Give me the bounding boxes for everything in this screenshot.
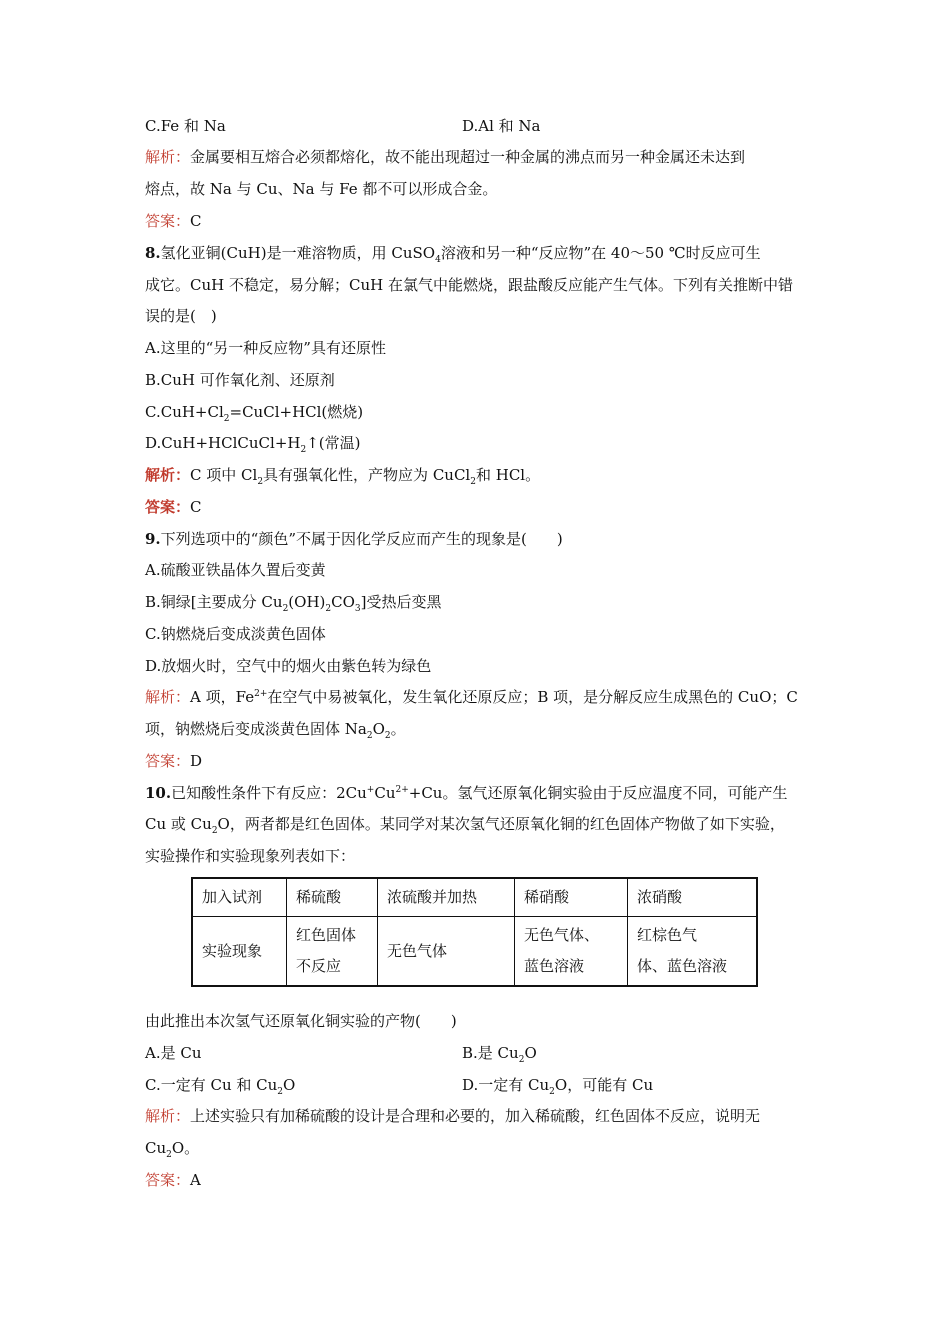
q7-answer: 答案：C: [145, 212, 202, 230]
q7-option-c: C.Fe 和 Na: [145, 117, 226, 135]
q10-stem-line3: 实验操作和实验现象列表如下：: [145, 847, 356, 865]
analysis-label: 解析：: [145, 688, 191, 706]
table-header-cell: 浓硝酸: [628, 878, 758, 917]
table-cell: 无色气体: [378, 917, 515, 987]
analysis-label: 解析：: [145, 466, 191, 484]
q9-stem: 9.下列选项中的“颜色”不属于因化学反应而产生的现象是( ): [145, 530, 563, 548]
table-header-cell: 稀硝酸: [515, 878, 628, 917]
q8-stem-line3: 误的是( ): [145, 307, 217, 325]
table-cell: 无色气体、 蓝色溶液: [515, 917, 628, 987]
q10-option-b: B.是 $Cu_2O$: [462, 1044, 537, 1065]
q8-option-d: $D.CuH+HClCuCl+H_2↑$(常温): [145, 434, 361, 455]
q10-analysis-line1: 解析：上述实验只有加稀硫酸的设计是合理和必要的，加入稀硫酸，红色固体不反应，说明无: [145, 1107, 761, 1125]
analysis-label: 解析：: [145, 148, 191, 166]
table-cell: 红色固体 不反应: [287, 917, 378, 987]
q10-stem-line1: 10.已知酸性条件下有反应：$2Cu^+Cu^{2+}+Cu$。氢气还原氧化铜实验由于反应温度不同，可能产生: [145, 784, 788, 802]
answer-label: 答案：: [145, 498, 191, 516]
q10-option-c: C.一定有 Cu 和 $Cu_2O$: [145, 1076, 296, 1097]
table-header-row: [192, 878, 757, 917]
q10-stem-line2: Cu 或 $Cu_2O$，两者都是红色固体。某同学对某次氢气还原氧化铜的红色固体产物做了如下实验，: [145, 815, 785, 836]
q8-analysis: 解析：C 项中 $Cl_2$具有强氧化性，产物应为 CuCl$_2$和 HCl。: [145, 466, 541, 487]
q9-analysis-line1: 解析：A 项，$Fe^{2+}$在空气中易被氧化，发生氧化还原反应；B 项，是分解反应生成黑色的 CuO；C: [145, 688, 798, 706]
q7-option-d: D.Al 和 Na: [462, 117, 541, 135]
q8-option-c: $C.CuH+Cl_2=CuCl+HCl$(燃烧): [145, 403, 364, 424]
answer-label: 答案：: [145, 1171, 191, 1189]
q7-analysis-line2: 熔点，故 Na 与 Cu、Na 与 Fe 都不可以形成合金。: [145, 180, 498, 198]
q7-analysis-line1: 解析：金属要相互熔合必须都熔化，故不能出现超过一种金属的沸点而另一种金属还未达到: [145, 148, 746, 166]
table-header-cell: 加入试剂: [192, 878, 287, 917]
answer-label: 答案：: [145, 752, 191, 770]
q9-option-a: A.硫酸亚铁晶体久置后变黄: [145, 561, 326, 579]
table-row: [192, 917, 757, 987]
q10-option-d: D.一定有 $Cu_2O$，可能有 Cu: [462, 1076, 654, 1097]
table-header-cell: 浓硫酸并加热: [378, 878, 515, 917]
q9-option-d: D.放烟火时，空气中的烟火由紫色转为绿色: [145, 657, 432, 675]
q9-option-b: B.铜绿[主要成分 $Cu_2(OH)_2CO_3$]受热后变黑: [145, 593, 442, 614]
q8-option-a: A.这里的“另一种反应物”具有还原性: [145, 339, 386, 357]
analysis-label: 解析：: [145, 1107, 191, 1125]
table-header-cell: 稀硫酸: [287, 878, 378, 917]
q8-answer: 答案：C: [145, 498, 202, 516]
q9-option-c: C.钠燃烧后变成淡黄色固体: [145, 625, 326, 643]
experiment-table: [191, 877, 758, 987]
q8-option-b: B.CuH 可作氧化剂、还原剂: [145, 371, 335, 389]
q9-analysis-line2: 项，钠燃烧后变成淡黄色固体 $Na_2O_2$。: [145, 720, 406, 741]
table-cell: 红棕色气 体、蓝色溶液: [628, 917, 758, 987]
q8-stem-line1: 8.氢化亚铜(CuH)是一难溶物质，用 CuSO$_4$溶液和另一种“反应物”在 40～50 ℃时反应可生: [145, 244, 761, 265]
answer-label: 答案：: [145, 212, 191, 230]
q10-analysis-line2: $Cu_2O$。: [145, 1139, 200, 1160]
q9-answer: 答案：D: [145, 752, 203, 770]
q8-stem-line2: 成它。CuH 不稳定，易分解；CuH 在氯气中能燃烧，跟盐酸反应能产生气体。下列有关推断中错: [145, 276, 793, 294]
q10-question: 由此推出本次氢气还原氧化铜实验的产物( ): [145, 1012, 457, 1030]
q10-answer: 答案：A: [145, 1171, 201, 1189]
q10-option-a: A.是 Cu: [145, 1044, 202, 1062]
table-row-label: 实验现象: [192, 917, 287, 987]
